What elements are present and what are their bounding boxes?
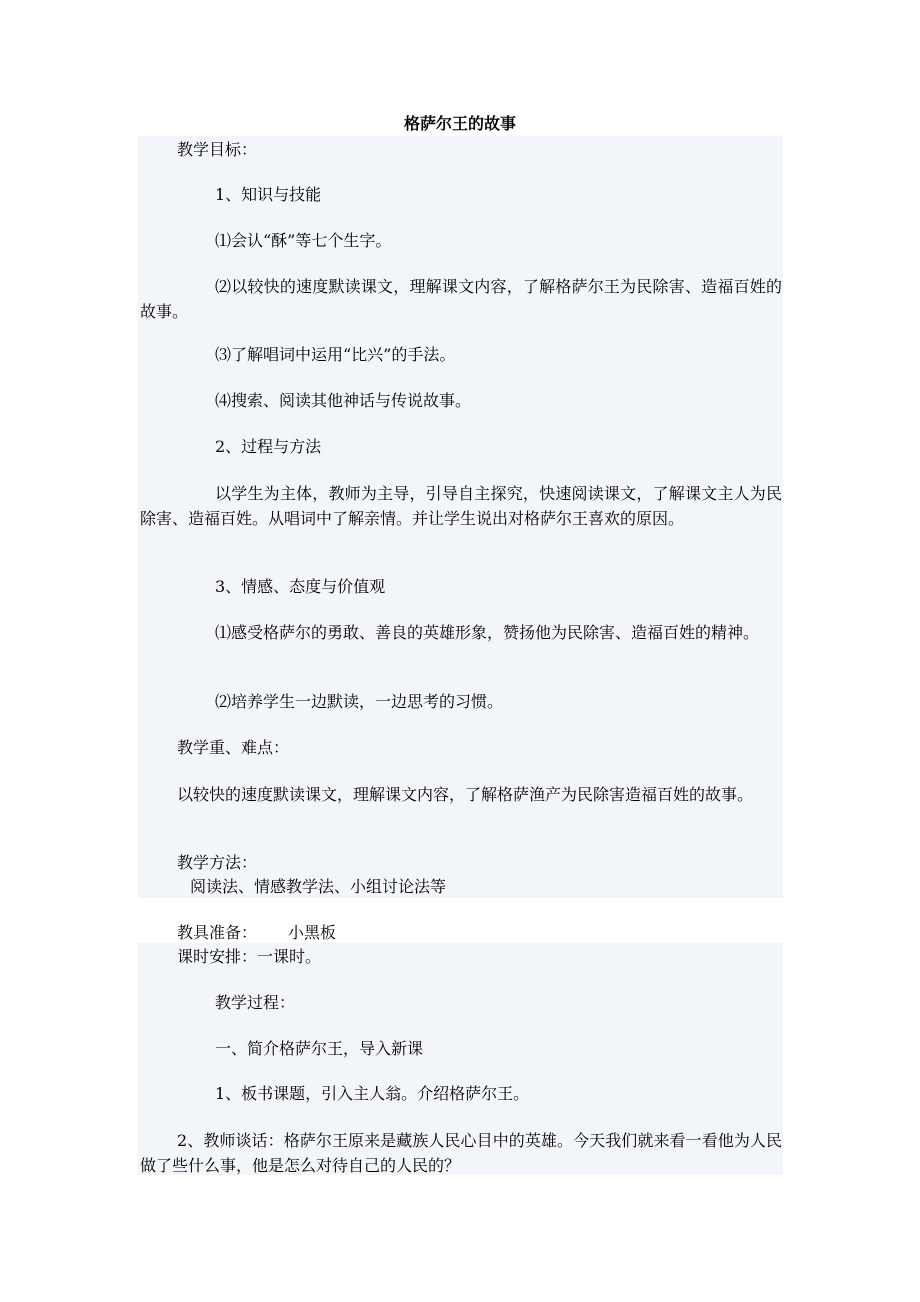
- section-3-item-1: ⑴感受格萨尔的勇敢、善良的英雄形象，赞扬他为民除害、造福百姓的精神。: [215, 623, 760, 642]
- schedule-line: 课时安排：一课时。: [177, 947, 322, 966]
- section-1-item-4: ⑷搜索、阅读其他神话与传说故事。: [215, 391, 472, 410]
- tools-value: 小黑板: [288, 923, 337, 942]
- method-text: 阅读法、情感教学法、小组讨论法等: [190, 877, 447, 896]
- section-3-item-2: ⑵培养学生一边默读，一边思考的习惯。: [215, 692, 504, 711]
- step-2: 2、教师谈话：格萨尔王原来是藏族人民心目中的英雄。今天我们就来看一看他为人民做了些什么事，他是怎么对待自己的人民的？: [140, 1131, 782, 1175]
- method-heading: 教学方法：: [177, 853, 258, 872]
- tools-label: 教具准备：: [177, 923, 258, 942]
- section-3-heading: 3、情感、态度与价值观: [215, 577, 386, 596]
- section-2-text: 以学生为主体，教师为主导，引导自主探究，快速阅读课文，了解课文主人为民除害、造福百姓。从唱词中了解亲情。并让学生说出对格萨尔王喜欢的原因。: [140, 484, 782, 528]
- section-1-heading: 1、知识与技能: [215, 185, 322, 204]
- part-1-heading: 一、简介格萨尔王，导入新课: [215, 1039, 424, 1058]
- section-1-item-2: ⑵以较快的速度默读课文，理解课文内容，了解格萨尔王为民除害、造福百姓的故事。: [140, 277, 782, 321]
- key-points-heading: 教学重、难点：: [177, 738, 290, 757]
- step-1: 1、板书课题，引入主人翁。介绍格萨尔王。: [215, 1084, 530, 1103]
- document-title: 格萨尔王的故事: [403, 114, 516, 133]
- key-points-text: 以较快的速度默读课文，理解课文内容，了解格萨渔产为民除害造福百姓的故事。: [177, 785, 754, 804]
- section-2-heading: 2、过程与方法: [215, 437, 322, 456]
- process-heading: 教学过程：: [215, 993, 296, 1012]
- section-1-item-1: ⑴会认“酥”等七个生字。: [215, 231, 392, 250]
- section-1-item-3: ⑶了解唱词中运用“比兴”的手法。: [215, 345, 456, 364]
- goals-heading: 教学目标：: [177, 140, 258, 159]
